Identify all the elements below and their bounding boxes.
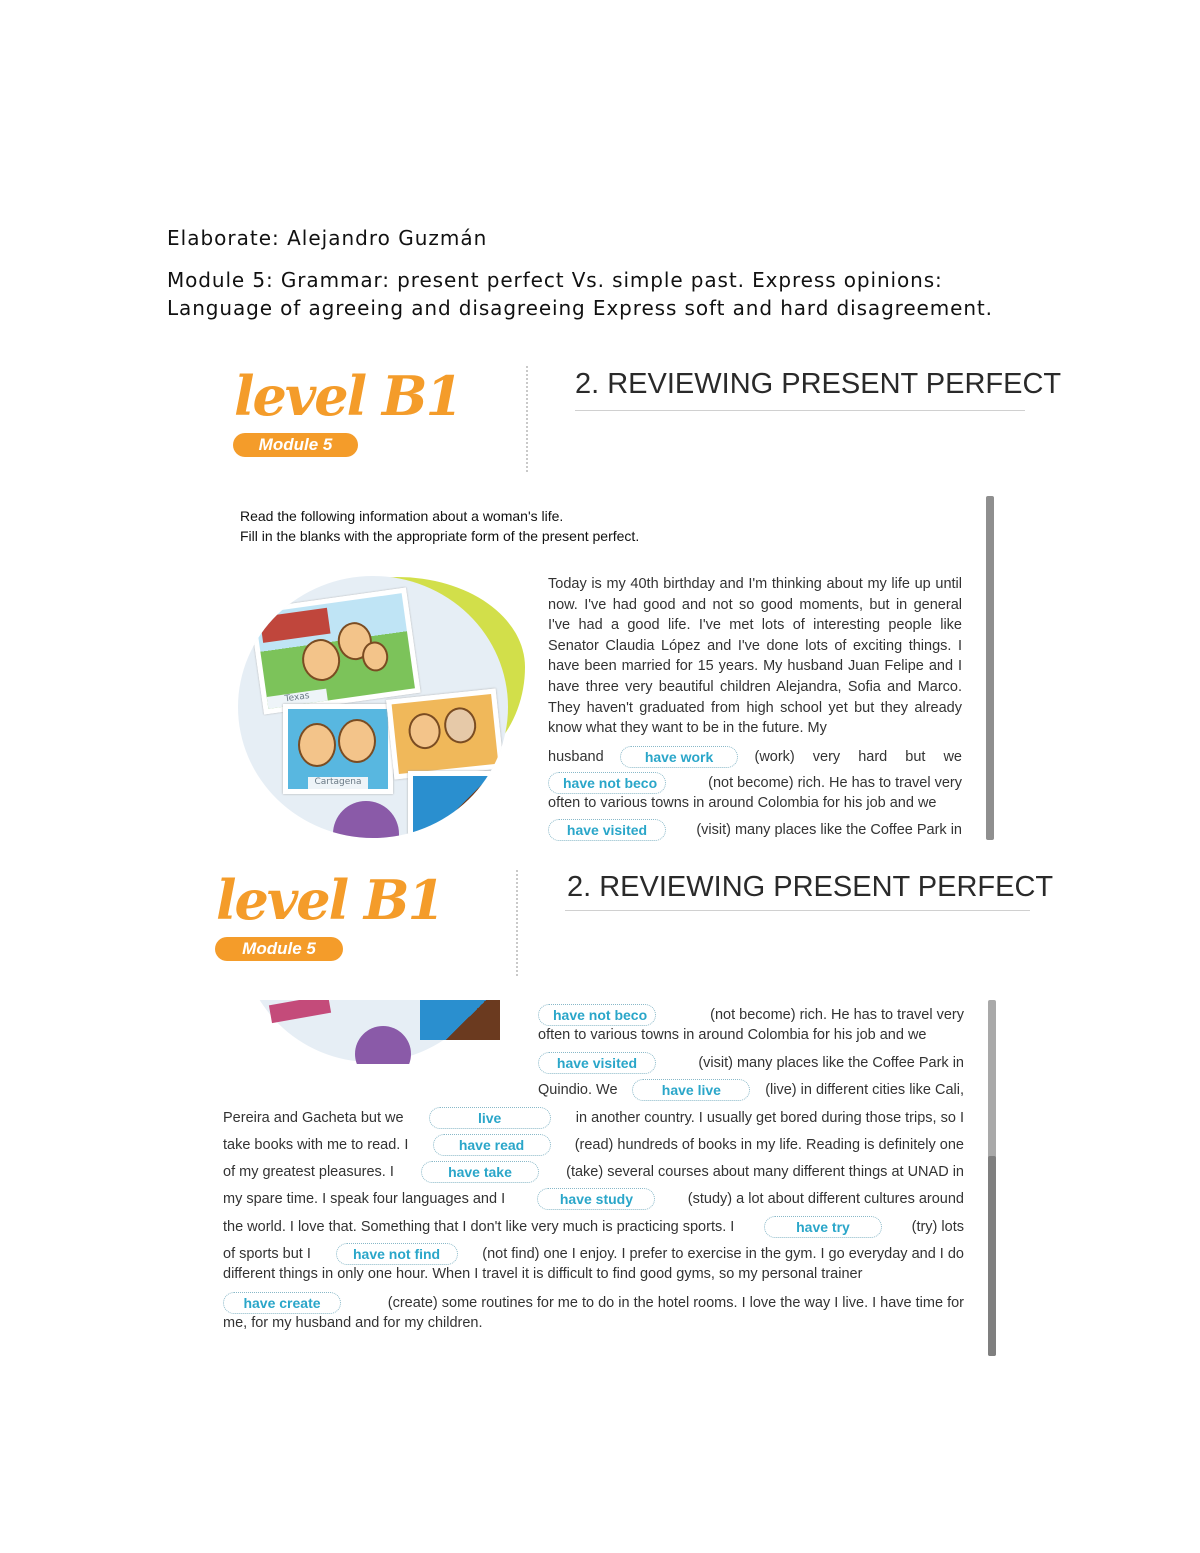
- photo-caption: Texas: [267, 689, 328, 709]
- answer-blank-find[interactable]: have not find: [336, 1243, 458, 1265]
- module-heading: Module 5: Grammar: present perfect Vs. simple past. Express opinions: Language of agreeing and disagreeing Express soft and hard disagreement.: [167, 268, 993, 320]
- family-photo: [249, 588, 420, 715]
- text: (live) in different cities like Cali,: [765, 1082, 964, 1098]
- text: in another country. I usually get bored during those trips, so I: [575, 1110, 964, 1126]
- text: (take) several courses about many different things at UNAD in: [566, 1164, 964, 1180]
- story-line: often to various towns in around Colombia for his job and we: [538, 1027, 927, 1043]
- story-line: often to various towns in around Colombia for his job and we: [548, 795, 937, 811]
- story-line: [223, 1243, 964, 1265]
- children-photo: [283, 704, 393, 794]
- photo-album-illustration: [238, 576, 508, 838]
- story-line: [223, 1107, 964, 1129]
- instructions: [240, 506, 639, 546]
- boat-photo: [408, 771, 498, 838]
- section-title: 2. REVIEWING PRESENT PERFECT: [567, 871, 1054, 903]
- module-badge: Module 5: [215, 937, 343, 961]
- text: (try) lots: [911, 1219, 964, 1235]
- story-line: me, for my husband and for my children.: [223, 1315, 483, 1331]
- text: Pereira and Gacheta but we: [223, 1110, 404, 1126]
- title-rule: [575, 410, 1025, 411]
- text: (visit) many places like the Coffee Park in: [698, 1055, 964, 1071]
- divider: [516, 870, 518, 976]
- answer-blank-become[interactable]: have not beco: [538, 1004, 656, 1026]
- answer-blank-work[interactable]: have work: [620, 746, 738, 768]
- story-line: [548, 746, 962, 768]
- scrollbar-thumb[interactable]: [988, 1156, 996, 1356]
- answer-blank-create[interactable]: have create: [223, 1292, 341, 1314]
- scrollbar[interactable]: [986, 496, 994, 840]
- story-line: [223, 1188, 964, 1210]
- text: of sports but I: [223, 1246, 311, 1262]
- face: [298, 723, 336, 767]
- screenshot-panel-1: [230, 362, 1062, 842]
- text: Quindio. We: [538, 1082, 618, 1098]
- answer-blank-live-2[interactable]: live: [429, 1107, 551, 1129]
- answer-blank-try[interactable]: have try: [764, 1216, 882, 1238]
- text: (not find) one I enjoy. I prefer to exercise in the gym. I go everyday and I do: [482, 1246, 964, 1262]
- story-line: [548, 772, 962, 794]
- text: (not become) rich. He has to travel very: [708, 775, 962, 791]
- instruction-line: Fill in the blanks with the appropriate form of the present perfect.: [240, 528, 640, 544]
- text: the world. I love that. Something that I don't like very much is practicing sports. I: [223, 1219, 735, 1235]
- divider: [526, 366, 528, 472]
- face: [338, 719, 376, 763]
- photo-album-illustration: [240, 1000, 502, 1064]
- text: take books with me to read. I: [223, 1137, 409, 1153]
- story-line: [223, 1161, 964, 1183]
- author-line: Elaborate: Alejandro Guzmán: [167, 226, 488, 250]
- text: (work) very hard but we: [754, 749, 962, 765]
- level-logo: level B1: [216, 868, 444, 932]
- story-line: [223, 1292, 964, 1314]
- title-rule: [565, 910, 1030, 911]
- instruction-line: Read the following information about a woman's life.: [240, 508, 564, 524]
- text: (read) hundreds of books in my life. Reading is definitely one: [574, 1137, 964, 1153]
- answer-blank-become[interactable]: have not beco: [548, 772, 666, 794]
- story-paragraph: Today is my 40th birthday and I'm thinking about my life up until now. I've had good and not so good moments, but in general I've had a good life. I've met lots of interesting people like Senator Claudia López and I've done lots of exciting things. I have been married for 15 years. My husband Juan Felipe and I have three very beautiful children Alejandra, Sofia and Marco. They haven't graduated from high school yet but they already know what they want to be in the future. My: [548, 576, 962, 737]
- story-line: [223, 1216, 964, 1238]
- story-line: [223, 1134, 964, 1156]
- screenshot-panel-2: [210, 866, 1054, 1356]
- story-line: different things in only one hour. When I travel it is difficult to find good gyms, so my personal trainer: [223, 1266, 863, 1282]
- story-line: [538, 1004, 964, 1026]
- text: (study) a lot about different cultures around: [687, 1191, 964, 1207]
- story-line: [538, 1079, 964, 1101]
- module-badge: Module 5: [233, 433, 358, 457]
- text: (create) some routines for me to do in the hotel rooms. I love the way I live. I have time for: [387, 1295, 964, 1311]
- answer-blank-live[interactable]: have live: [632, 1079, 750, 1101]
- hand-sticker: [333, 801, 399, 838]
- section-title: 2. REVIEWING PRESENT PERFECT: [575, 368, 1062, 400]
- kids-photo: [386, 688, 504, 779]
- level-logo: level B1: [234, 364, 462, 428]
- story-line: [548, 819, 962, 841]
- answer-blank-read[interactable]: have read: [433, 1134, 551, 1156]
- text: (not become) rich. He has to travel very: [710, 1007, 964, 1023]
- story-line: [538, 1052, 964, 1074]
- text: (visit) many places like the Coffee Park in: [696, 822, 962, 838]
- text: my spare time. I speak four languages and I: [223, 1191, 506, 1207]
- answer-blank-visit[interactable]: have visited: [538, 1052, 656, 1074]
- photo-caption: Cartagena: [308, 777, 368, 789]
- text: husband: [548, 749, 604, 765]
- answer-blank-take[interactable]: have take: [421, 1161, 539, 1183]
- text: of my greatest pleasures. I: [223, 1164, 394, 1180]
- answer-blank-study[interactable]: have study: [537, 1188, 655, 1210]
- answer-blank-visit[interactable]: have visited: [548, 819, 666, 841]
